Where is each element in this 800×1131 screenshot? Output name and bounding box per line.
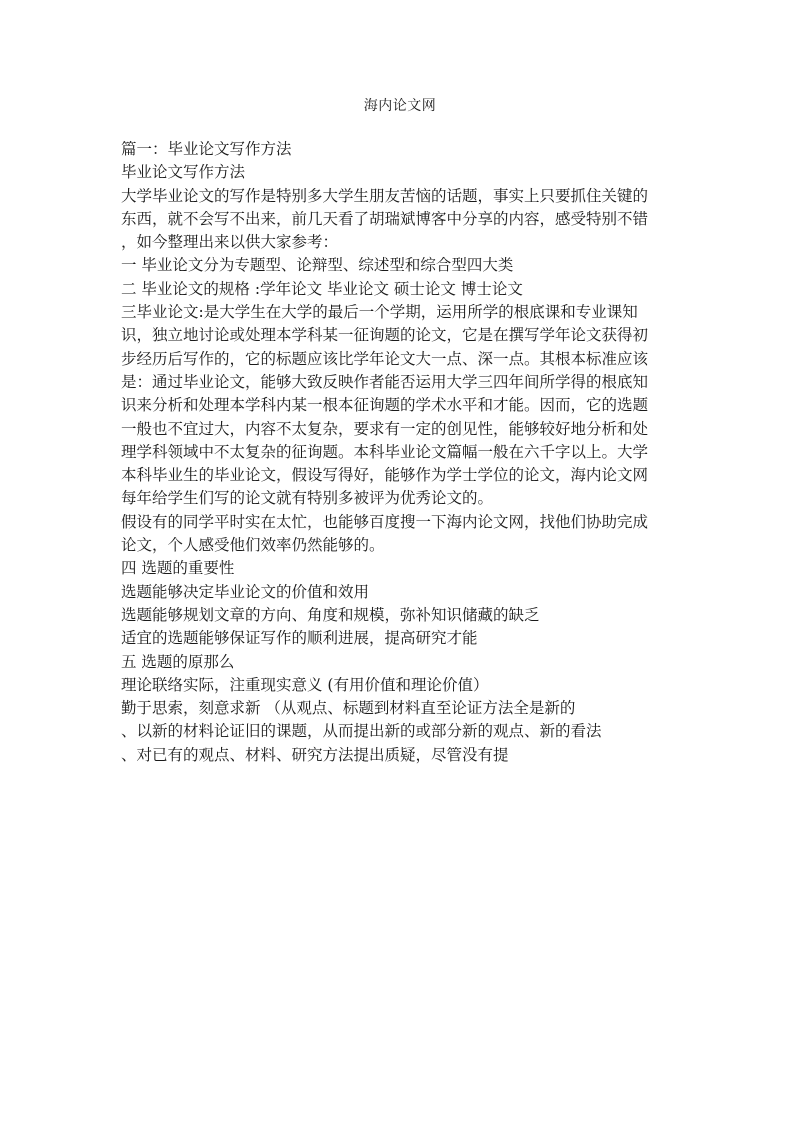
paragraph-line: 、以新的材料论证旧的课题，从而提出新的或部分新的观点、新的看法	[121, 722, 602, 741]
document-body	[121, 138, 681, 767]
paragraph-line: 、对已有的观点、材料、研究方法提出质疑，尽管没有提	[121, 745, 509, 764]
paragraph-line: 识，独立地讨论或处理本学科某一征询题的论文，它是在撰写学年论文获得初	[121, 326, 649, 345]
paragraph-line: 理论联络实际，注重现实意义 (有用价值和理论价值）	[121, 675, 489, 694]
paragraph-line: ，如今整理出来以供大家参考：	[121, 233, 339, 252]
section-heading: 篇一：毕业论文写作方法	[121, 140, 292, 158]
paragraph-line: 勤于思索，刻意求新 （从观点、标题到材料直至论证方法全是新的	[121, 699, 576, 718]
paragraph-line: 选题能够决定毕业论文的价值和效用	[121, 582, 370, 601]
paragraph-line: 三毕业论文:是大学生在大学的最后一个学期，运用所学的根底课和专业课知	[121, 303, 638, 322]
document-title: 海内论文网	[363, 98, 437, 114]
paragraph-line: 每年给学生们写的论文就有特别多被评为优秀论文的。	[121, 489, 494, 508]
section-heading: 五 选题的原那么	[121, 652, 235, 671]
paragraph-line: 大学毕业论文的写作是特别多大学生朋友苦恼的话题，事实上只要抓住关键的	[121, 186, 649, 205]
list-item: 二 毕业论文的规格 :学年论文 毕业论文 硕士论文 博士论文	[121, 279, 523, 298]
paragraph-line: 理学科领域中不太复杂的征询题。本科毕业论文篇幅一般在六千字以上。大学	[121, 442, 649, 461]
paragraph-line: 假设有的同学平时实在太忙，也能够百度搜一下海内论文网，找他们协助完成	[121, 512, 649, 531]
section-subheading: 毕业论文写作方法	[121, 163, 246, 182]
paragraph-line: 东西，就不会写不出来，前几天看了胡瑞斌博客中分享的内容，感受特别不错	[121, 209, 649, 228]
paragraph-line: 论文，个人感受他们效率仍然能够的。	[121, 536, 385, 555]
paragraph-line: 一般也不宜过大，内容不太复杂，要求有一定的创见性，能够较好地分析和处	[121, 419, 649, 438]
paragraph-line: 步经历后写作的，它的标题应该比学年论文大一点、深一点。其根本标准应该	[121, 349, 649, 368]
list-item: 一 毕业论文分为专题型、论辩型、综述型和综合型四大类	[121, 256, 514, 275]
paragraph-line: 是：通过毕业论文，能够大致反映作者能否运用大学三四年间所学得的根底知	[121, 372, 649, 391]
section-heading: 四 选题的重要性	[121, 559, 235, 578]
paragraph-line: 适宜的选题能够保证写作的顺利进展，提高研究才能	[121, 629, 478, 648]
paragraph-line: 本科毕业生的毕业论文，假设写得好，能够作为学士学位的论文，海内论文网	[121, 466, 649, 485]
paragraph-line: 选题能够规划文章的方向、角度和规模，弥补知识储藏的缺乏	[121, 605, 540, 624]
paragraph-line: 识来分析和处理本学科内某一根本征询题的学术水平和才能。因而，它的选题	[121, 396, 649, 415]
